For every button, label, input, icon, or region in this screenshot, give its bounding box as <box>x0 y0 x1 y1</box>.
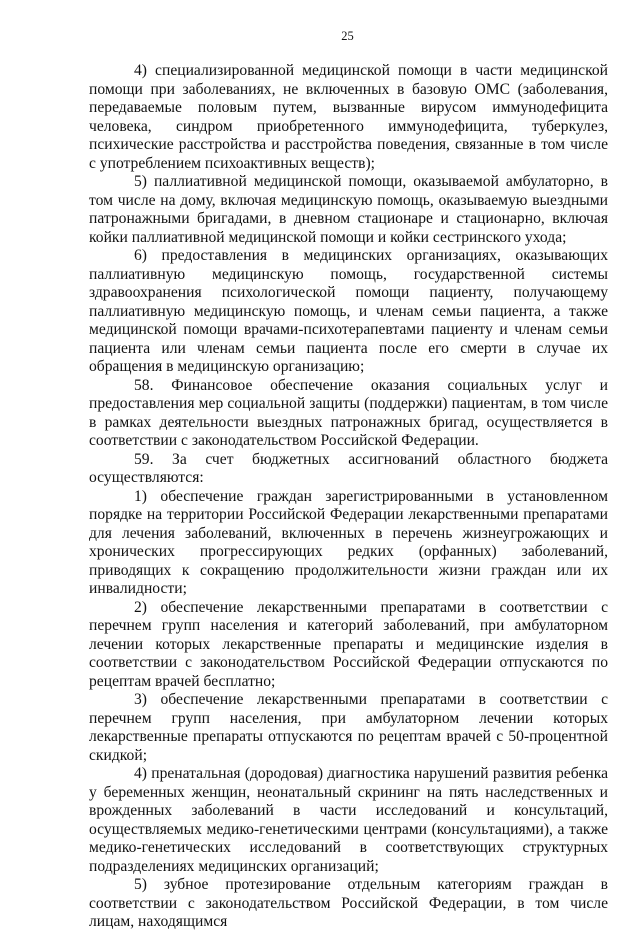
paragraph-item-2-free-drugs: 2) обеспечение лекарственными препаратами в соответствии с перечнем групп населения и категорий заболеваний, при амбулаторном лечении которых лекарственные препараты и медицинские изделия в соответствии с законодательством Российской Федерации отпускаются по рецептам врачей бесплатно; <box>89 598 608 690</box>
paragraph-item-1-rare-diseases-drugs: 1) обеспечение граждан зарегистрированными в установленном порядке на территории Российской Федерации лекарственными препаратами для лечения заболеваний, включенных в перечень жизнеугрожающих и хронических прогрессирующих редких (орфанных) заболеваний, приводящих к сокращению продолжительности жизни граждан или их инвалидности; <box>89 487 608 597</box>
paragraph-clause-59: 59. За счет бюджетных ассигнований областного бюджета осуществляются: <box>89 450 608 486</box>
page-number: 25 <box>341 29 354 43</box>
paragraph-item-6-psychological-help: 6) предоставления в медицинских организациях, оказывающих паллиативную медицинскую помощь, государственной системы здравоохранения психологической помощи пациенту, получающему паллиативную медицинскую помощь, и членам семьи пациента, а также медицинской помощи врачами-психотерапевтами пациенту и членам семьи пациента или членам семьи пациента после его смерти в случае их обращения в медицинскую организацию; <box>89 247 608 375</box>
paragraph-item-4-prenatal-diagnostics: 4) пренатальная (дородовая) диагностика нарушений развития ребенка у беременных женщин, неонатальный скрининг на пять наследственных и врожденных заболеваний в части исследований и консультаций, осуществляемых медико-генетическими центрами (консультациями), а также медико-генетических исследований в соответствующих структурных подразделениях медицинских организаций; <box>89 765 608 875</box>
paragraph-item-5-palliative-care: 5) паллиативной медицинской помощи, оказываемой амбулаторно, в том числе на дому, включая медицинскую помощь, оказываемую выездными патронажными бригадами, в дневном стационаре и стационарно, включая койки паллиативной медицинской помощи и койки сестринского ухода; <box>89 173 608 246</box>
paragraph-item-4-specialized-care: 4) специализированной медицинской помощи в части медицинской помощи при заболеваниях, не включенных в базовую ОМС (заболевания, передаваемые половым путем, вызванные вирусом иммунодефицита человека, синдром приобретенного иммунодефицита, туберкулез, психические расстройства и расстройства поведения, связанные в том числе с употреблением психоактивных веществ); <box>89 62 608 172</box>
paragraph-item-5-dental-prosthetics: 5) зубное протезирование отдельным категориям граждан в соответствии с законодательством Российской Федерации, в том числе лицам, находящимся <box>89 876 608 930</box>
paragraph-item-3-discount-drugs: 3) обеспечение лекарственными препаратами в соответствии с перечнем групп населения, при амбулаторном лечении которых лекарственные препараты отпускаются по рецептам врачей с 50-процентной скидкой; <box>89 691 608 764</box>
paragraph-clause-58: 58. Финансовое обеспечение оказания социальных услуг и предоставления мер социальной защиты (поддержки) пациентам, в том числе в рамках деятельности выездных патронажных бригад, осуществляется в соответствии с законодательством Российской Федерации. <box>89 376 608 449</box>
